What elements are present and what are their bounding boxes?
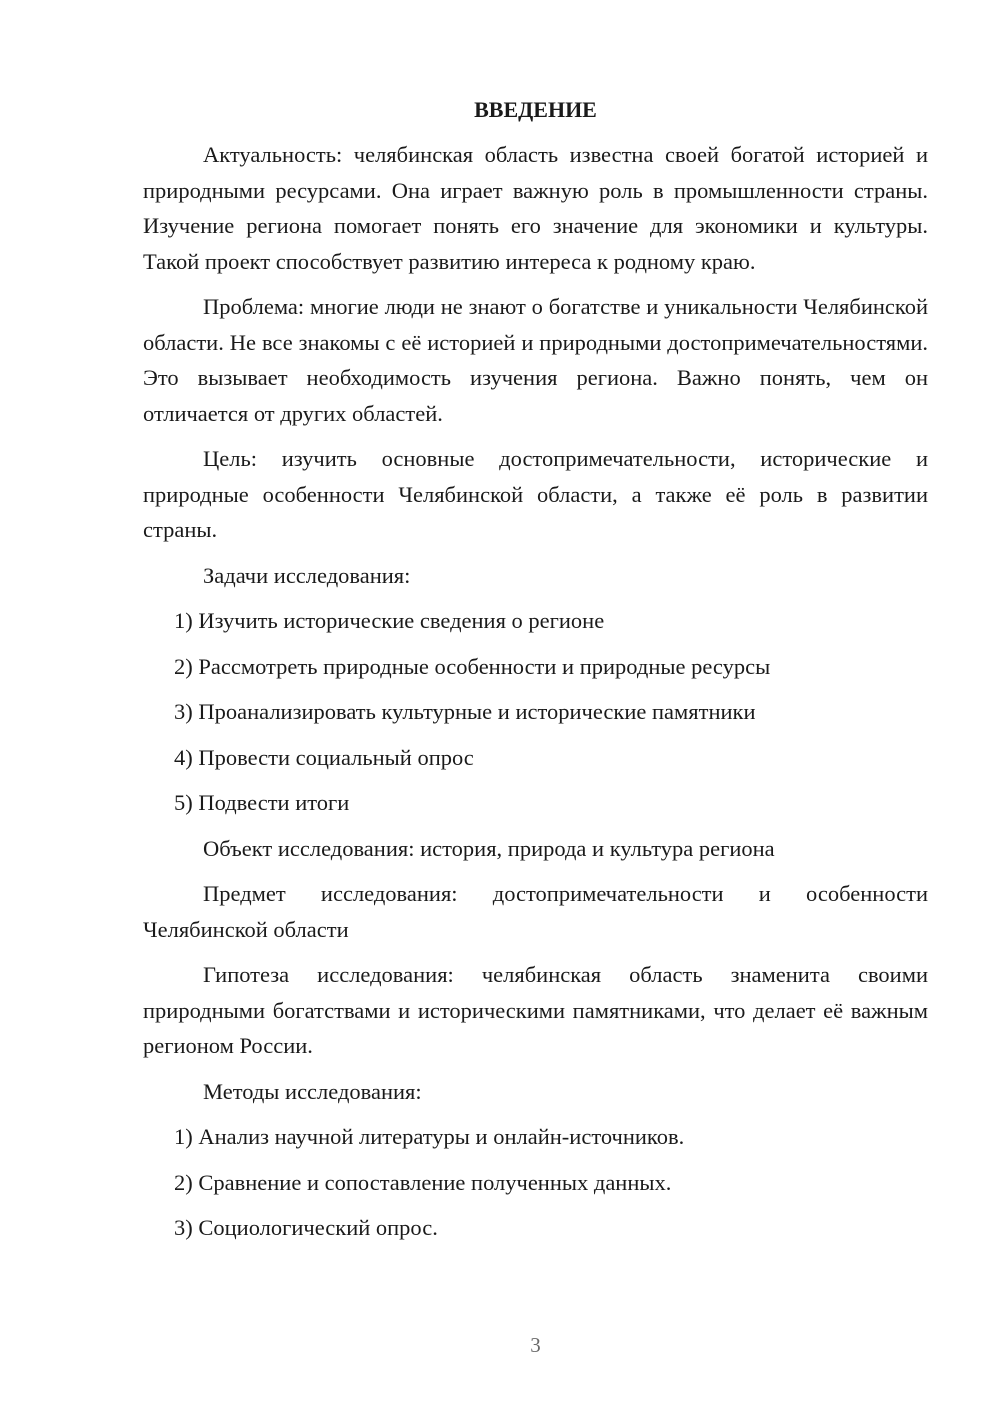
method-item: 2) Сравнение и сопоставление полученных данных.: [174, 1169, 672, 1195]
relevance-paragraph: Актуальность: челябинская область известна своей богатой историей и природными ресурсами. Она играет важную роль в промышленности страны. Изучение региона помогает понять его значение для экономики и культуры. Такой проект способствует развитию интереса к родному краю.: [143, 142, 928, 274]
research-object: Объект исследования: история, природа и культура региона: [203, 835, 775, 861]
research-subject: Предмет исследования: достопримечательности и особенности Челябинской области: [143, 881, 928, 942]
document-page: [143, 95, 928, 1256]
page-number: 3: [530, 1333, 541, 1357]
method-item: 3) Социологический опрос.: [174, 1215, 438, 1240]
methods-list: [143, 1119, 928, 1246]
research-hypothesis: Гипотеза исследования: челябинская область знаменита своими природными богатствами и историческими памятниками, что делает её важным регионом России.: [143, 962, 928, 1058]
method-item: 1) Анализ научной литературы и онлайн-источников.: [174, 1124, 685, 1149]
task-item: 2) Рассмотреть природные особенности и природные ресурсы: [174, 653, 771, 679]
task-item: 3) Проанализировать культурные и исторические памятники: [174, 699, 756, 724]
task-item: 5) Подвести итоги: [174, 790, 350, 815]
methods-label: Методы исследования:: [203, 1078, 422, 1104]
page-heading: ВВЕДЕНИЕ: [474, 97, 597, 122]
tasks-label: Задачи исследования:: [203, 562, 411, 588]
task-item: 1) Изучить исторические сведения о регионе: [174, 608, 605, 633]
task-item: 4) Провести социальный опрос: [174, 744, 474, 770]
goal-paragraph: Цель: изучить основные достопримечательности, исторические и природные особенности Челябинской области, а также её роль в развитии страны.: [143, 446, 928, 542]
tasks-list: [143, 603, 928, 821]
problem-paragraph: Проблема: многие люди не знают о богатстве и уникальности Челябинской области. Не все знакомы с её историей и природными достопримечательностями. Это вызывает необходимость изучения региона. Важно понять, чем он отличается от других областей.: [143, 294, 928, 426]
